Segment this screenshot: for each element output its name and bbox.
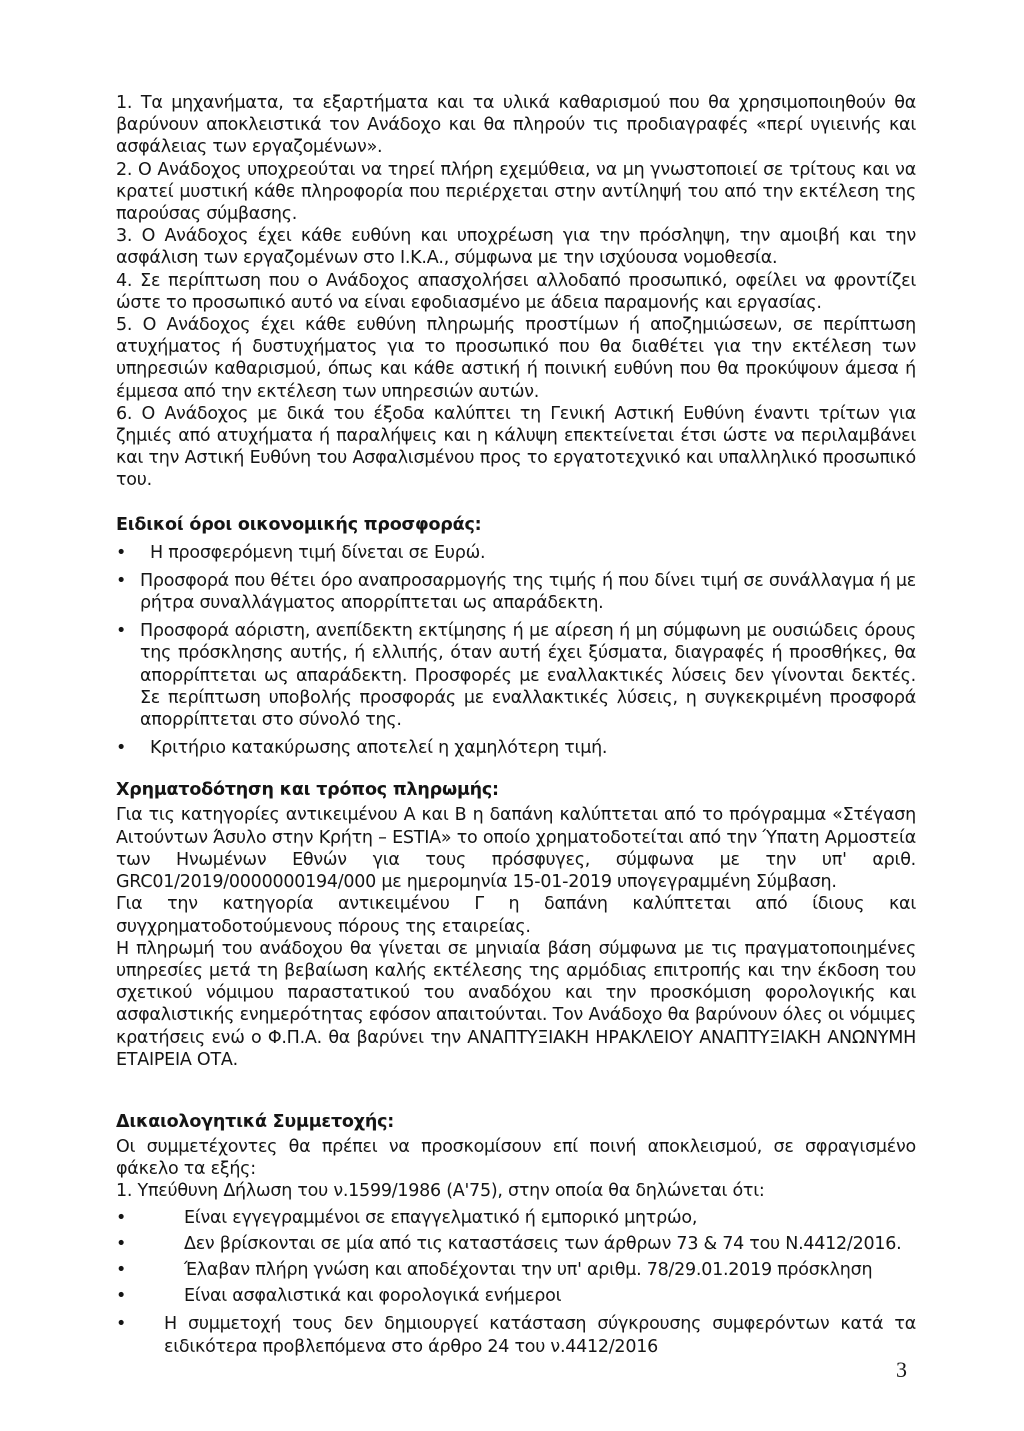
obligation-item-5: 5. Ο Ανάδοχος έχει κάθε ευθύνη πληρωμής προστίμων ή αποζημιώσεων, σε περίπτωση ατυχήματος ή δυστυχήματος για το προσωπικό που θα διαθέτει για την εκτέλεση των υπηρεσιών καθαρισμού, όπως και κάθε αστική ή ποινική ευθύνη που θα προκύψουν άμεσα ή έμμεσα από την εκτέλεση των υπηρεσιών αυτών. <box>116 315 916 402</box>
obligation-item-4: 4. Σε περίπτωση που ο Ανάδοχος απασχολήσει αλλοδαπό προσωπικό, οφείλει να φροντίζει ώστε το προσωπικό αυτό να είναι εφοδιασμένο με άδεια παραμονής και εργασίας. <box>116 270 916 313</box>
documents-bullet-text: Είναι εγγεγραμμένοι σε επαγγελματικό ή εμπορικό μητρώο, <box>184 1207 698 1228</box>
financial-bullet <box>116 620 916 731</box>
obligation-item-1: 1. Τα μηχανήματα, τα εξαρτήματα και τα υλικά καθαρισμού που θα χρησιμοποιηθούν θα βαρύνουν αποκλειστικά τον Ανάδοχο και θα πληρούν τις προδιαγραφές «περί υγιεινής και ασφάλειας των εργαζομένων». <box>116 93 916 158</box>
obligation-item-2: 2. Ο Ανάδοχος υποχρεούται να τηρεί πλήρη εχεμύθεια, να μη γνωστοποιεί σε τρίτους και να κρατεί μυστική κάθε πληροφορία που περιέρχεται στην αντίληψή του από την εκτέλεση της παρούσας σύμβασης. <box>116 159 916 225</box>
obligation-item-6: 6. Ο Ανάδοχος με δικά του έξοδα καλύπτει τη Γενική Αστική Ευθύνη έναντι τρίτων για ζημιές από ατυχήματα ή παραλήψεις και η κάλυψη επεκτείνεται έτσι ώστε να περιλαμβάνει και την Αστική Ευθύνη του Ασφαλισμένου προς το εργατοτεχνικό και υπαλληλικό προσωπικό του. <box>116 403 916 491</box>
financial-bullet <box>116 570 916 614</box>
page-number: 3 <box>896 1357 907 1382</box>
funding-heading: Χρηματοδότηση και τρόπος πληρωμής: <box>116 780 499 801</box>
documents-bullet-text: Έλαβαν πλήρη γνώση και αποδέχονται την υπ' αριθμ. 78/29.01.2019 πρόσκληση <box>184 1259 873 1280</box>
bullet-icon: • <box>116 1314 127 1335</box>
documents-bullet <box>116 1207 916 1229</box>
financial-bullet <box>116 542 916 564</box>
bullet-icon: • <box>116 1286 127 1307</box>
financial-bullet <box>116 737 916 759</box>
documents-section <box>116 1111 916 1358</box>
bullet-icon: • <box>116 738 127 759</box>
bullet-icon: • <box>116 1207 127 1228</box>
documents-bullet-text: Η συμμετοχή τους δεν δημιουργεί κατάσταση σύγκρουσης συμφερόντων κατά τα ειδικότερα προβλεπόμενα στο άρθρο 24 του ν.4412/2016 <box>164 1314 916 1357</box>
financial-terms-heading: Ειδικοί όροι οικονομικής προσφοράς: <box>116 514 482 535</box>
bullet-icon: • <box>116 570 127 591</box>
documents-bullet <box>116 1233 916 1255</box>
bullet-icon: • <box>116 1259 127 1280</box>
documents-intro: Οι συμμετέχοντες θα πρέπει να προσκομίσουν επί ποινή αποκλεισμού, σε σφραγισμένο φάκελο τα εξής: <box>116 1136 916 1180</box>
documents-item-1: 1. Υπεύθυνη Δήλωση του ν.1599/1986 (Α'75), στην οποία θα δηλώνεται ότι: <box>116 1181 765 1202</box>
documents-bullet <box>116 1285 916 1307</box>
document-page <box>116 92 916 1358</box>
financial-bullet-text: Προσφορά αόριστη, ανεπίδεκτη εκτίμησης ή με αίρεση ή μη σύμφωνη με ουσιώδεις όρους της πρόσκλησης αυτής, ή ελλιπής, όταν αυτή έχει ξύσματα, διαγραφές ή προσθήκες, θα απορρίπτεται ως απαράδεκτη. Προσφορές με εναλλακτικές λύσεις δεν γίνονται δεκτές. Σε περίπτωση υποβολής προσφοράς με εναλλακτικές λύσεις, η συγκεκριμένη προσφορά απορρίπτεται στο σύνολό της. <box>140 621 916 731</box>
funding-section <box>116 779 916 1070</box>
documents-bullet-text: Δεν βρίσκονται σε μία από τις καταστάσεις των άρθρων 73 & 74 του Ν.4412/2016. <box>184 1233 902 1254</box>
financial-bullet-text: Κριτήριο κατακύρωσης αποτελεί η χαμηλότερη τιμή. <box>150 738 608 759</box>
obligation-item-3: 3. Ο Ανάδοχος έχει κάθε ευθύνη και υποχρέωση για την πρόσληψη, την αμοιβή και την ασφάλιση των εργαζομένων στο Ι.Κ.Α., σύμφωνα με την ισχύουσα νομοθεσία. <box>116 226 916 269</box>
bullet-icon: • <box>116 621 127 642</box>
bullet-icon: • <box>116 542 127 563</box>
funding-paragraph-3: Η πληρωμή του ανάδοχου θα γίνεται σε μηνιαία βάση σύμφωνα με τις πραγματοποιημένες υπηρεσίες μετά τη βεβαίωση καλής εκτέλεσης της αρμόδιας επιτροπής και την έκδοση του σχετικού νόμιμου παραστατικού του αναδόχου και την προσκόμιση φορολογικής και ασφαλιστικής ενημερότητας εφόσον απαιτούνται. Τον Ανάδοχο θα βαρύνουν όλες οι νόμιμες κρατήσεις ενώ ο Φ.Π.Α. θα βαρύνει την ΑΝΑΠΤΥΞΙΑΚΗ ΗΡΑΚΛΕΙΟΥ ΑΝΑΠΤΥΞΙΑΚΗ ΑΝΩΝΥΜΗ ΕΤΑΙΡΕΙΑ ΟΤΑ. <box>116 938 916 1070</box>
obligations-list <box>116 92 916 492</box>
bullet-icon: • <box>116 1233 127 1254</box>
financial-bullet-text: Η προσφερόμενη τιμή δίνεται σε Ευρώ. <box>150 542 486 563</box>
funding-paragraph-1: Για τις κατηγορίες αντικειμένου Α και Β η δαπάνη καλύπτεται από το πρόγραμμα «Στέγαση Αιτούντων Άσυλο στην Κρήτη – ESTIA» το οποίο χρηματοδοτείται από την Ύπατη Αρμοστεία των Ηνωμένων Εθνών για τους πρόσφυγες, σύμφωνα με την υπ' αριθ. GRC01/2019/0000000194/000 με ημερομηνία 15-01-2019 υπογεγραμμένη Σύμβαση. <box>116 805 916 893</box>
documents-bullet <box>116 1259 916 1281</box>
funding-paragraph-2: Για την κατηγορία αντικειμένου Γ η δαπάνη καλύπτεται από ίδιους και συγχρηματοδοτούμενους πόρους της εταιρείας. <box>116 894 916 937</box>
documents-bullet-text: Είναι ασφαλιστικά και φορολογικά ενήμεροι <box>184 1286 562 1307</box>
financial-bullet-text: Προσφορά που θέτει όρο αναπροσαρμογής της τιμής ή που δίνει τιμή σε συνάλλαγμα ή με ρήτρα συναλλάγματος απορρίπτεται ως απαράδεκτη. <box>140 570 916 614</box>
documents-heading: Δικαιολογητικά Συμμετοχής: <box>116 1111 395 1132</box>
documents-bullet <box>116 1313 916 1357</box>
financial-terms-section <box>116 514 916 760</box>
